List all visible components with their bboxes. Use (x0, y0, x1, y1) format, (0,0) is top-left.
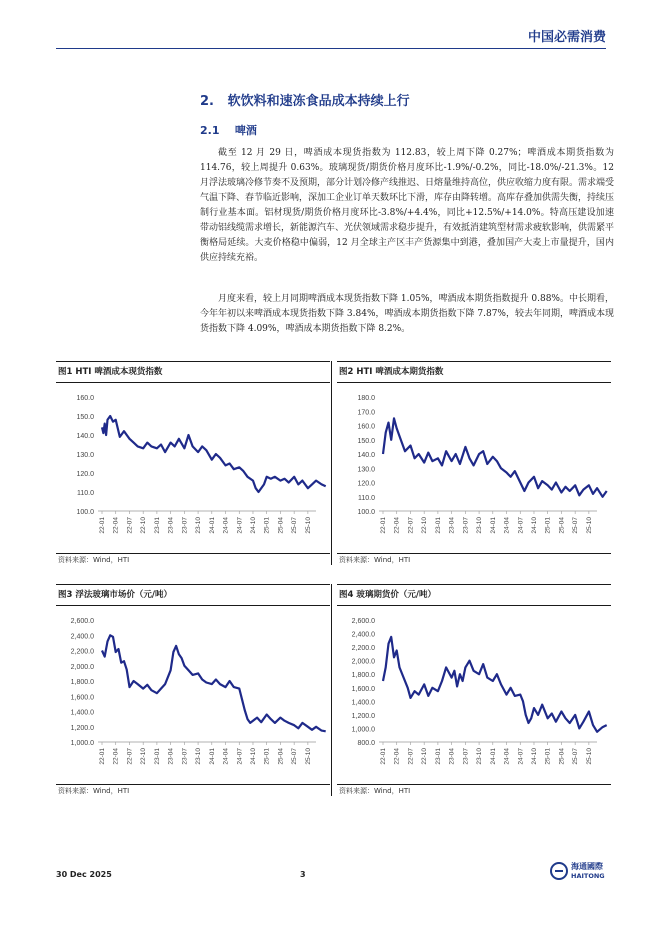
x-tick-label: 25-07 (291, 748, 299, 765)
y-tick-label: 140.0 (357, 452, 375, 459)
y-tick-label: 1,800.0 (351, 672, 375, 680)
x-tick-label: 25-10 (304, 748, 312, 765)
x-tick-label: 23-10 (476, 517, 484, 534)
y-tick-label: 2,200.0 (70, 648, 94, 656)
body-paragraph-2: 月度来看，较上月同期啤酒成本现货指数下降 1.05%，啤酒成本期货指数提升 0.88%。中长期看，今年年初以来啤酒成本现货指数下降 3.84%，啤酒成本期货指数下降 7.87%，较去年同期，啤酒成本现货指数下降 4.09%，啤酒成本期货指数下降 8.2%。 (200, 294, 614, 334)
x-tick-label: 25-04 (277, 748, 285, 765)
x-tick-label: 23-01 (153, 748, 161, 765)
x-tick-label: 22-04 (393, 748, 401, 765)
x-tick-label: 25-01 (544, 517, 552, 534)
y-tick-label: 2,400.0 (351, 631, 375, 639)
header-brand: 中国必需消费 (527, 30, 606, 45)
chart-float-glass-price (56, 606, 330, 784)
x-tick-label: 25-10 (585, 517, 593, 534)
logo-text-cn: 海通國際 (571, 862, 603, 871)
series-line (383, 637, 607, 732)
x-tick-label: 23-04 (167, 748, 175, 765)
x-tick-label: 23-01 (434, 748, 442, 765)
figure-title: 图2 HTI 啤酒成本期货指数 (337, 361, 611, 383)
x-tick-label: 24-07 (236, 517, 244, 534)
x-tick-label: 23-04 (448, 748, 456, 765)
y-tick-label: 140.0 (76, 433, 94, 440)
figure-title: 图4 玻璃期货价（元/吨） (337, 584, 611, 606)
x-tick-label: 24-10 (249, 517, 257, 534)
section-title: 软饮料和速冻食品成本持续上行 (227, 94, 410, 109)
x-tick-label: 23-07 (462, 517, 470, 534)
y-tick-label: 1,600.0 (351, 685, 375, 693)
x-tick-label: 25-07 (572, 748, 580, 765)
y-tick-label: 150.0 (357, 437, 375, 445)
y-tick-label: 2,600.0 (351, 618, 375, 625)
x-tick-label: 22-07 (407, 748, 415, 765)
x-tick-label: 24-07 (517, 748, 525, 765)
y-tick-label: 1,200.0 (70, 724, 94, 732)
subsection-title: 啤酒 (234, 124, 257, 137)
figure-source: 资料来源：Wind，HTI (56, 784, 330, 798)
x-tick-label: 25-10 (585, 748, 593, 765)
x-tick-label: 25-01 (263, 748, 271, 765)
chart-beer-spot-index (56, 383, 330, 553)
series-line (102, 416, 326, 492)
x-tick-label: 22-07 (126, 748, 134, 765)
x-tick-label: 24-04 (222, 517, 230, 534)
y-tick-label: 1,600.0 (70, 694, 94, 702)
y-tick-label: 800.0 (357, 740, 375, 747)
x-tick-label: 25-07 (572, 517, 580, 534)
page-number: 3 (300, 870, 306, 879)
x-tick-label: 22-01 (380, 517, 387, 534)
chart-beer-futures-index (337, 383, 611, 553)
x-tick-label: 23-10 (195, 748, 203, 765)
x-tick-label: 22-07 (126, 517, 134, 534)
x-tick-label: 25-10 (304, 517, 312, 534)
figure-divider (331, 584, 332, 796)
x-tick-label: 23-10 (476, 748, 484, 765)
x-tick-label: 24-04 (503, 748, 511, 765)
x-tick-label: 23-10 (195, 517, 203, 534)
figure-2 (337, 361, 611, 567)
section-heading (200, 90, 410, 109)
y-tick-label: 170.0 (357, 409, 375, 417)
x-tick-label: 23-04 (167, 517, 175, 534)
x-tick-label: 24-01 (208, 517, 216, 534)
x-tick-label: 25-01 (263, 517, 271, 534)
header-rule (56, 48, 606, 49)
y-tick-label: 160.0 (76, 395, 94, 402)
haitong-logo (550, 860, 606, 884)
x-tick-label: 22-10 (140, 517, 148, 534)
y-tick-label: 150.0 (76, 414, 94, 421)
logo-text-en: HAITONG (571, 872, 605, 880)
body-paragraph-1: 截至 12 月 29 日，啤酒成本现货指数为 112.83，较上周下降 0.27%；啤酒成本期货指数为 114.76，较上周提升 0.63%。玻璃现货/期货价格月度环比-1.9%/-0.2%，同比-18.0%/-21.3%。12 月浮法玻璃冷修节奏不及预期，部分计划冷修产线推迟、日熔量维持高位，供应收缩力度有限。需求端受气温下降、春节临近影响，深加工企业订单天数环比下滑，库存由降转增。高库存叠加供需失衡，持续压制行业基本面。铝材现货/期货价格月度环比-3.8%/+4.4%，同比+12.5%/+14.0%。特高压建设加速带动铝线缆需求增长，新能源汽车、光伏领域需求稳步提升，有效抵消建筑型材需求疲软影响，供需紧平衡格局延续。大麦价格稳中偏弱，12 月全球主产区丰产货源集中到港，叠加国产大麦上市量提升，国内供应持续充裕。 (200, 148, 615, 263)
y-tick-label: 2,000.0 (351, 658, 375, 666)
figure-source: 资料来源：Wind，HTI (56, 553, 330, 567)
x-tick-label: 24-04 (222, 748, 230, 765)
y-tick-label: 2,000.0 (70, 663, 94, 671)
figure-title: 图3 浮法玻璃市场价（元/吨） (56, 584, 330, 606)
x-tick-label: 24-01 (208, 748, 216, 765)
x-tick-label: 24-07 (236, 748, 244, 765)
x-tick-label: 22-04 (112, 517, 120, 534)
x-tick-label: 22-04 (112, 748, 120, 765)
figure-1 (56, 361, 330, 567)
y-tick-label: 1,400.0 (351, 699, 375, 707)
x-tick-label: 25-04 (558, 748, 566, 765)
x-tick-label: 24-01 (489, 517, 497, 534)
x-tick-label: 22-10 (421, 517, 429, 534)
section-number: 2. (200, 94, 214, 109)
x-tick-label: 23-07 (181, 517, 189, 534)
y-tick-label: 160.0 (357, 423, 375, 431)
x-tick-label: 23-04 (448, 517, 456, 534)
subsection-number: 2.1 (200, 124, 220, 137)
series-line (383, 418, 607, 496)
y-tick-label: 110.0 (358, 494, 375, 502)
subsection-heading (200, 122, 257, 138)
y-tick-label: 100.0 (357, 509, 375, 516)
x-tick-label: 24-04 (503, 517, 511, 534)
footer-date: 30 Dec 2025 (56, 870, 112, 879)
x-tick-label: 24-10 (249, 748, 257, 765)
x-tick-label: 24-10 (530, 517, 538, 534)
x-tick-label: 24-10 (530, 748, 538, 765)
x-tick-label: 22-01 (380, 748, 387, 765)
y-tick-label: 1,200.0 (351, 712, 375, 720)
x-tick-label: 23-07 (181, 748, 189, 765)
y-tick-label: 130.0 (76, 452, 94, 459)
y-tick-label: 1,000.0 (70, 740, 94, 747)
x-tick-label: 22-10 (140, 748, 148, 765)
x-tick-label: 22-01 (99, 517, 106, 534)
x-tick-label: 25-07 (291, 517, 299, 534)
x-tick-label: 23-01 (434, 517, 442, 534)
figure-title: 图1 HTI 啤酒成本现货指数 (56, 361, 330, 383)
y-tick-label: 130.0 (357, 466, 375, 474)
y-tick-label: 1,000.0 (351, 726, 375, 734)
x-tick-label: 25-04 (277, 517, 285, 534)
figure-source: 资料来源：Wind，HTI (337, 784, 611, 798)
y-tick-label: 2,200.0 (351, 645, 375, 653)
y-tick-label: 120.0 (76, 471, 94, 478)
y-tick-label: 120.0 (357, 480, 375, 488)
y-tick-label: 2,600.0 (70, 618, 94, 625)
x-tick-label: 25-01 (544, 748, 552, 765)
x-tick-label: 22-04 (393, 517, 401, 534)
x-tick-label: 22-07 (407, 517, 415, 534)
series-line (102, 635, 326, 731)
x-tick-label: 23-01 (153, 517, 161, 534)
x-tick-label: 22-10 (421, 748, 429, 765)
y-tick-label: 180.0 (357, 395, 375, 402)
y-tick-label: 1,400.0 (70, 709, 94, 717)
x-tick-label: 24-01 (489, 748, 497, 765)
figure-divider (331, 361, 332, 565)
figure-3 (56, 584, 330, 798)
x-tick-label: 25-04 (558, 517, 566, 534)
figure-source: 资料来源：Wind，HTI (337, 553, 611, 567)
chart-glass-futures-price (337, 606, 611, 784)
x-tick-label: 23-07 (462, 748, 470, 765)
figure-4 (337, 584, 611, 798)
x-tick-label: 22-01 (99, 748, 106, 765)
y-tick-label: 110.0 (77, 490, 94, 497)
y-tick-label: 1,800.0 (70, 679, 94, 686)
y-tick-label: 100.0 (76, 509, 94, 516)
haitong-logo-icon (550, 862, 568, 880)
y-tick-label: 2,400.0 (70, 633, 94, 641)
x-tick-label: 24-07 (517, 517, 525, 534)
